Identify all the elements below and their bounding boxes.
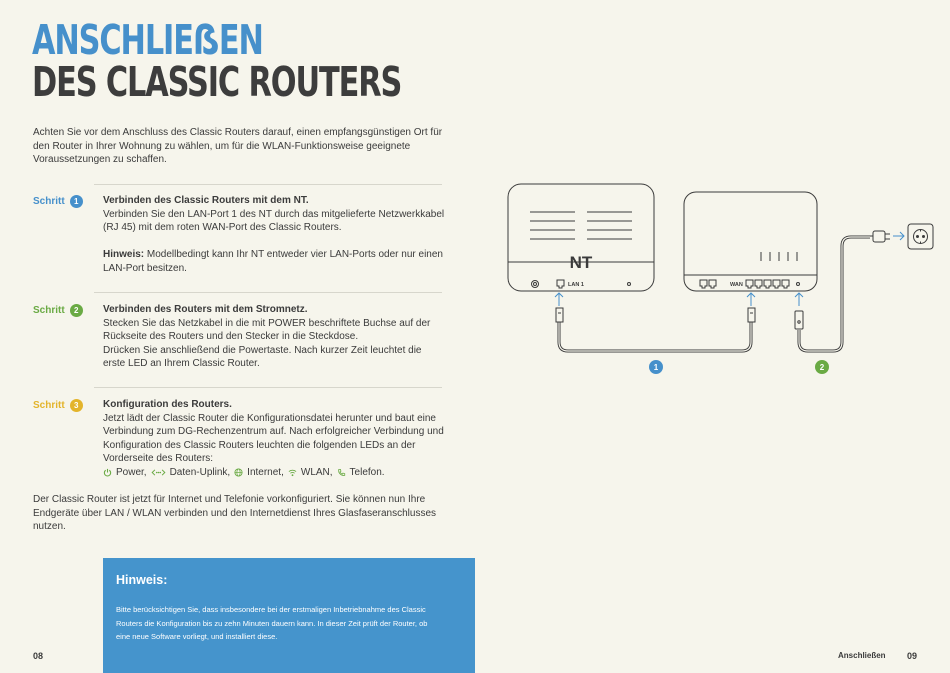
step-text: Jetzt lädt der Classic Router die Konfigurationsdatei herunter und baut eine Verbindung zum DG-Rechenzentrum auf. Nach erfolgreicher Verbindung und Konfiguration des Classic Routers leuchten die folgenden LEDs an der Vorderseite des Routers: [103,412,444,465]
step-number-badge: 1 [70,195,83,208]
page-title-line1: ANSCHLIEẞEN [32,16,263,64]
divider [94,387,442,388]
page-number-right: 09 [907,651,918,661]
data-uplink-icon [151,468,166,477]
note-text: Modellbedingt kann Ihr NT entweder vier LAN-Ports oder nur einen LAN-Port besitzen. [103,249,443,274]
step-1-label [33,195,83,208]
step-3-label [33,399,83,412]
led-list [103,466,445,480]
step-note [103,248,445,275]
arrow-right-icon [893,232,904,240]
step-heading: Konfiguration des Routers. [103,399,232,410]
nt-label: NT [569,253,593,272]
step-2-label [33,304,83,317]
divider [94,292,442,293]
nt-device [508,184,654,291]
hint-text: Bitte berücksichtigen Sie, dass insbesondere bei der erstmaligen Inbetriebnahme des Classic Routers die Konfiguration bis zu zehn Minuten dauern kann. In dieser Zeit prüft der Router, ob eine neue Software vorliegt, und installiert diese. [116,605,428,642]
power-outlet-icon [908,224,933,249]
led-power-label: Power, [116,466,147,478]
marker-2-label: 2 [819,363,825,372]
led-data-uplink-label: Daten-Uplink, [169,466,231,478]
note-label: Hinweis: [103,249,145,261]
outro-paragraph: Der Classic Router ist jetzt für Internet und Telefonie vorkonfiguriert. Sie können nun Ihre Endgeräte über LAN / WLAN verbinden und den Internetdienst Ihres Glasfaseranschlusses nutzen. [33,494,437,533]
step-number-badge: 3 [70,399,83,412]
connection-diagram [490,170,940,385]
step-text: Stecken Sie das Netzkabel in die mit POWER beschriftete Buchse auf der Rückseite des Routers und den Stecker in die Steckdose. [103,317,431,343]
led-internet-label: Internet, [247,466,284,478]
wlan-icon [288,468,297,477]
hint-title: Hinweis: [116,573,168,587]
page-title-line2: DES CLASSIC ROUTERS [32,58,402,106]
arrow-up-icon [555,293,803,306]
step-text-2: Drücken Sie anschließend die Powertaste. Nach kurzer Zeit leuchtet die erste LED an Ihrem Classic Router. [103,344,422,370]
led-phone-label: Telefon. [349,466,385,478]
router-device [684,192,817,291]
step-heading: Verbinden des Routers mit dem Stromnetz. [103,304,308,315]
divider [94,184,442,185]
step-text: Verbinden Sie den LAN-Port 1 des NT durch das mitgelieferte Netzwerkkabel (RJ 45) mit dem roten WAN-Port des Classic Routers. [103,208,445,234]
step-heading: Verbinden des Classic Routers mit dem NT. [103,195,309,206]
internet-icon [234,468,243,477]
step-label-text: Schritt [33,400,65,411]
page-number-left: 08 [33,651,44,661]
intro-paragraph: Achten Sie vor dem Anschluss des Classic Routers darauf, einen empfangsgünstigen Ort für den Router in Ihrer Wohnung zu wählen, um für die WLAN-Funktionsweise geeignete Voraussetzungen zu schaffen. [33,127,443,166]
section-label: Anschließen [838,651,886,660]
step-label-text: Schritt [33,196,65,207]
step-3-body [103,398,445,480]
step-2-body [103,303,445,371]
nt-port-label: LAN 1 [568,282,584,288]
power-icon [103,468,112,477]
router-wan-label: WAN [730,282,743,288]
marker-1-label: 1 [653,363,659,372]
phone-icon [337,468,346,477]
led-wlan-label: WLAN, [300,466,333,478]
network-cable [556,308,755,351]
step-number-badge: 2 [70,304,83,317]
step-1-body [103,194,445,276]
hint-box [103,558,475,673]
step-label-text: Schritt [33,305,65,316]
